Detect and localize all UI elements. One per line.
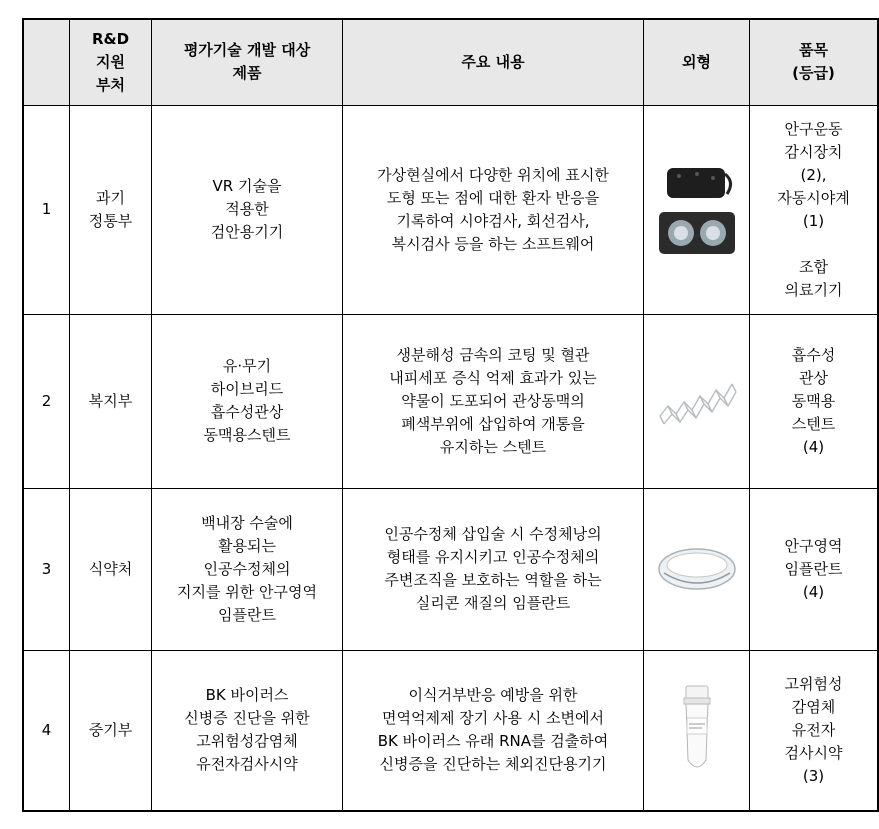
appearance-cell <box>644 650 750 811</box>
header-no <box>23 19 70 105</box>
table-row <box>23 488 878 650</box>
row-number: 4 <box>23 650 70 811</box>
item-grade-cell: 고위험성 감염체 유전자 검사시약 (3) <box>750 650 879 811</box>
header-appearance: 외형 <box>644 19 750 105</box>
ministry-cell: 복지부 <box>70 314 152 488</box>
table-row <box>23 650 878 811</box>
item-grade-cell: 흡수성 관상 동맥용 스텐트 (4) <box>750 314 879 488</box>
content-cell: 가상현실에서 다양한 위치에 표시한 도형 또는 점에 대한 환자 반응을 기록하여 시야검사, 회선검사, 복시검사 등을 하는 소프트웨어 <box>343 105 644 314</box>
item-grade-cell: 안구영역 임플란트 (4) <box>750 488 879 650</box>
header-row <box>23 19 878 105</box>
ministry-cell: 중기부 <box>70 650 152 811</box>
product-cell: VR 기술을 적용한 검안용기기 <box>152 105 343 314</box>
header-item-grade: 품목 (등급) <box>750 19 879 105</box>
header-ministry: R&D 지원 부처 <box>70 19 152 105</box>
item-grade-cell: 안구운동 감시장치 (2), 자동시야계 (1) 조합 의료기기 <box>750 105 879 314</box>
row-number: 1 <box>23 105 70 314</box>
reagent-tube-icon <box>672 682 722 778</box>
table-row <box>23 105 878 314</box>
stent-icon <box>656 366 738 436</box>
product-cell: BK 바이러스 신병증 진단을 위한 고위험성감염체 유전자검사시약 <box>152 650 343 811</box>
content-cell: 생분해성 금속의 코팅 및 혈관 내피세포 증식 억제 효과가 있는 약물이 도포되어 관상동맥의 폐색부위에 삽입하여 개통을 유지하는 스텐트 <box>343 314 644 488</box>
row-number: 3 <box>23 488 70 650</box>
table-row <box>23 314 878 488</box>
row-number: 2 <box>23 314 70 488</box>
header-product: 평가기술 개발 대상 제품 <box>152 19 343 105</box>
appearance-cell <box>644 105 750 314</box>
product-cell: 백내장 수술에 활용되는 인공수정체의 지지를 위한 안구영역 임플란트 <box>152 488 343 650</box>
content-cell: 인공수정체 삽입술 시 수정체낭의 형태를 유지시키고 인공수정체의 주변조직을 보호하는 역할을 하는 실리콘 재질의 임플란트 <box>343 488 644 650</box>
product-table <box>22 18 879 812</box>
vr-headset-icon <box>657 160 737 260</box>
ministry-cell: 과기 정통부 <box>70 105 152 314</box>
ministry-cell: 식약처 <box>70 488 152 650</box>
header-content: 주요 내용 <box>343 19 644 105</box>
content-cell: 이식거부반응 예방을 위한 면역억제제 장기 사용 시 소변에서 BK 바이러스 유래 RNA를 검출하여 신병증을 진단하는 체외진단용기기 <box>343 650 644 811</box>
lens-implant-icon <box>656 539 738 599</box>
product-cell: 유·무기 하이브리드 흡수성관상 동맥용스텐트 <box>152 314 343 488</box>
appearance-cell <box>644 314 750 488</box>
appearance-cell <box>644 488 750 650</box>
